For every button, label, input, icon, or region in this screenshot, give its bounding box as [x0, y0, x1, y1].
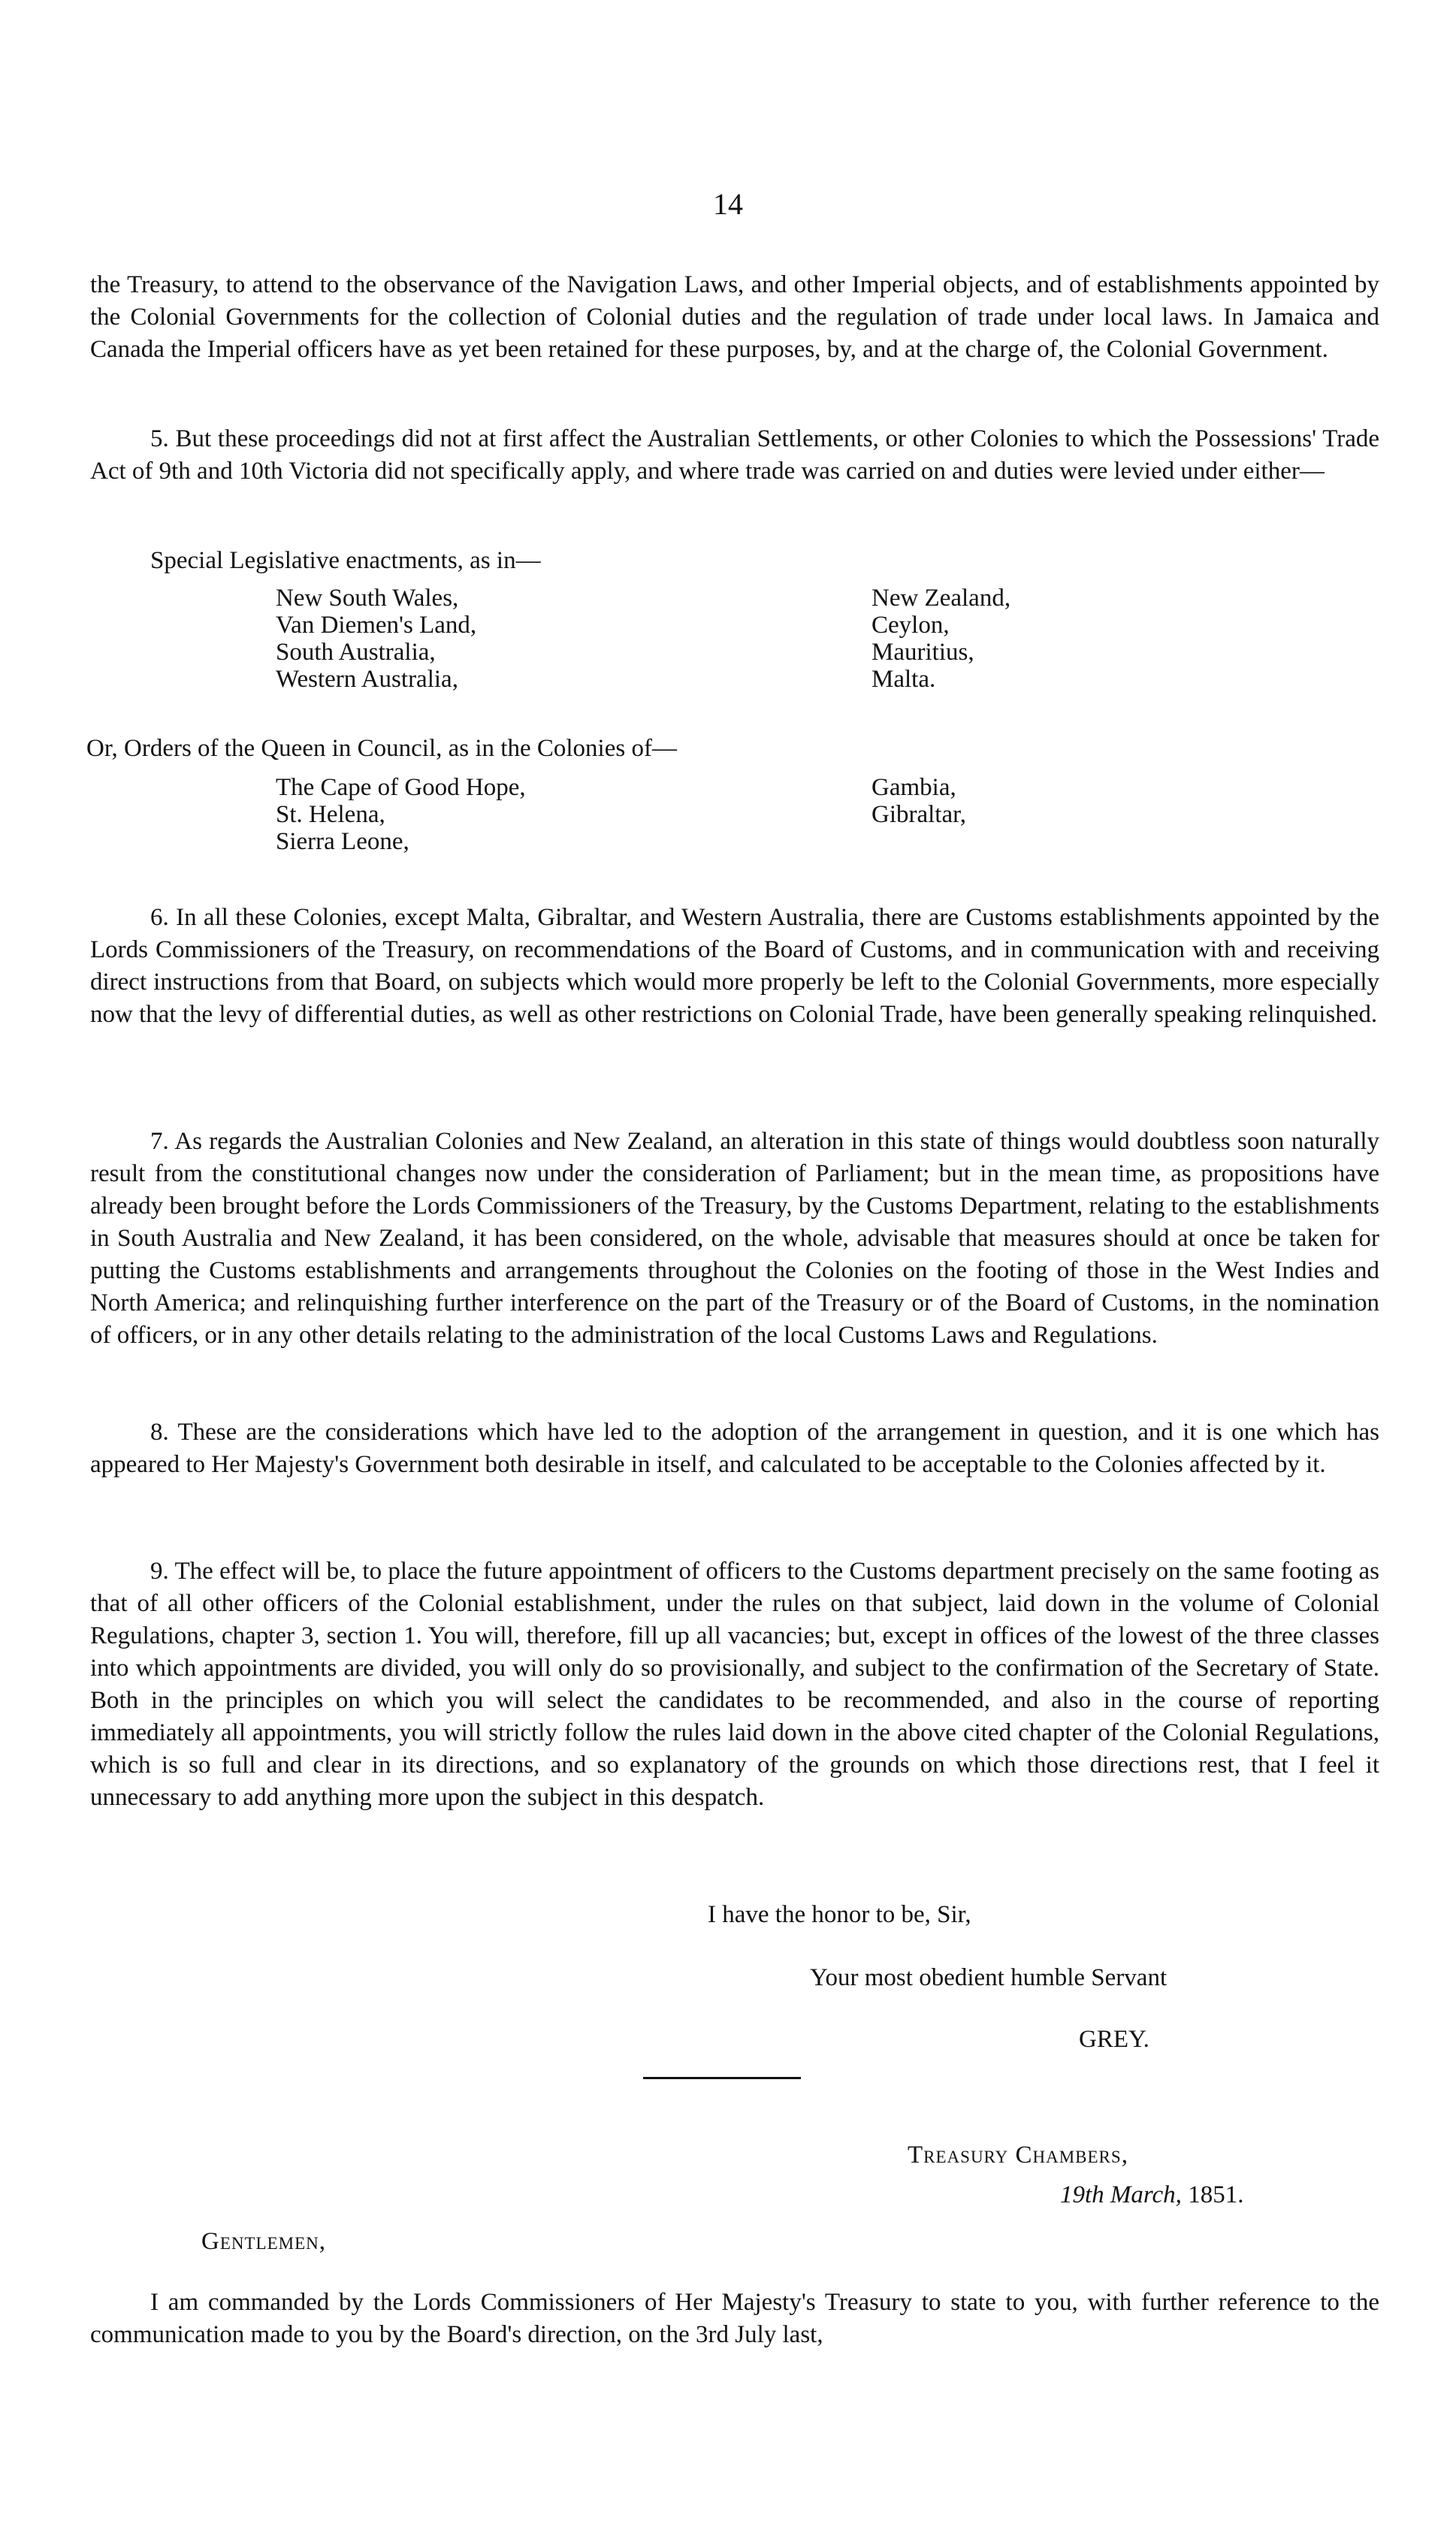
- paragraph-text: 5. But these proceedings did not at first affect the Australian Settlements, or other Colonies to which the Possessions' Trade Act of 9th and 10th Victoria did not specifically apply, and where trade was carried on and duties were levied under either—: [90, 425, 1379, 485]
- legislative-list-intro: Special Legislative enactments, as in—: [150, 547, 541, 574]
- paragraph-text: 8. These are the considerations which have led to the adoption of the arrangement in question, and it is one which has appeared to Her Majesty's Government both desirable in itself, and calculated to be acceptable to the Colonies affected by it.: [90, 1419, 1379, 1478]
- list-item: Ceylon,: [871, 612, 950, 639]
- list-item: Sierra Leone,: [276, 828, 409, 855]
- paragraph-8: [90, 1416, 1379, 1481]
- paragraph-text: 6. In all these Colonies, except Malta, Gibraltar, and Western Australia, there are Customs establishments appointed by the Lords Commissioners of the Treasury, on recommendations of the Board of Customs, and in communication with and receiving direct instructions from that Board, on subjects which would more properly be left to the Colonial Governments, more especially now that the levy of differential duties, as well as other restrictions on Colonial Trade, have been generally speaking relinquished.: [90, 904, 1379, 1028]
- paragraph-text: I am commanded by the Lords Commissioners of Her Majesty's Treasury to state to you, with further reference to the communication made to you by the Board's direction, on the 3rd July last,: [90, 2289, 1379, 2348]
- section-divider: [643, 2077, 801, 2079]
- council-list-intro: Or, Orders of the Queen in Council, as in the Colonies of—: [86, 735, 677, 762]
- letter-place: Treasury Chambers,: [908, 2142, 1128, 2169]
- list-item: South Australia,: [276, 639, 436, 666]
- paragraph-continued: [90, 269, 1379, 366]
- list-item: The Cape of Good Hope,: [276, 774, 526, 801]
- list-item: Van Diemen's Land,: [276, 612, 477, 639]
- closing-line-2: Your most obedient humble Servant: [810, 1964, 1168, 1991]
- legislative-list-left: [276, 585, 476, 693]
- paragraph-text: the Treasury, to attend to the observance of the Navigation Laws, and other Imperial objects, and of establishments appointed by the Colonial Governments for the collection of Colonial duties and the regulation of trade under local laws. In Jamaica and Canada the Imperial officers have as yet been retained for these purposes, by, and at the charge of, the Colonial Government.: [90, 271, 1379, 363]
- letter-date-day: 19th March,: [1060, 2181, 1182, 2208]
- paragraph-7: [90, 1126, 1379, 1352]
- list-item: Malta.: [871, 666, 936, 693]
- paragraph-next-letter: [90, 2287, 1379, 2351]
- list-item: New Zealand,: [871, 585, 1011, 612]
- list-item: St. Helena,: [276, 801, 385, 828]
- paragraph-9: [90, 1555, 1379, 1814]
- list-item: Gambia,: [871, 774, 956, 801]
- list-item: New South Wales,: [276, 585, 459, 612]
- paragraph-6: [90, 902, 1379, 1031]
- letter-date: [1060, 2181, 1243, 2209]
- letter-date-year: 1851.: [1188, 2181, 1244, 2208]
- salutation: Gentlemen,: [201, 2228, 326, 2255]
- council-list-right: [871, 774, 966, 828]
- council-list-left: [276, 774, 526, 855]
- list-item: Western Australia,: [276, 666, 458, 693]
- closing-line-1: I have the honor to be, Sir,: [708, 1901, 971, 1928]
- paragraph-text: 9. The effect will be, to place the future appointment of officers to the Customs department precisely on the same footing as that of all other officers of the Colonial establishment, under the rules on that subject, laid down in the volume of Colonial Regulations, chapter 3, section 1. You will, therefore, fill up all vacancies; but, except in offices of the lowest of the three classes into which appointments are divided, you will only do so provisionally, and subject to the confirmation of the Secretary of State. Both in the principles on which you will select the candidates to be recommended, and also in the course of reporting immediately all appointments, you will strictly follow the rules laid down in the above cited chapter of the Colonial Regulations, which is so full and clear in its directions, and so explanatory of the grounds on which those directions rest, that I feel it unnecessary to add anything more upon the subject in this despatch.: [90, 1558, 1379, 1811]
- list-item: Gibraltar,: [871, 801, 967, 828]
- signature: GREY.: [1079, 2026, 1149, 2053]
- paragraph-5: [90, 423, 1379, 488]
- list-item: Mauritius,: [871, 639, 974, 666]
- paragraph-text: 7. As regards the Australian Colonies and New Zealand, an alteration in this state of things would doubtless soon naturally result from the constitutional changes now under the consideration of Parliament; but in the mean time, as propositions have already been brought before the Lords Commissioners of the Treasury, by the Customs Department, relating to the establishments in South Australia and New Zealand, it has been considered, on the whole, advisable that measures should at once be taken for putting the Customs establishments and arrangements throughout the Colonies on the footing of those in the West Indies and North America; and relinquishing further interference on the part of the Treasury or of the Board of Customs, in the nomination of officers, or in any other details relating to the administration of the local Customs Laws and Regulations.: [90, 1128, 1379, 1349]
- legislative-list-right: [871, 585, 1010, 693]
- page-number: 14: [713, 187, 743, 221]
